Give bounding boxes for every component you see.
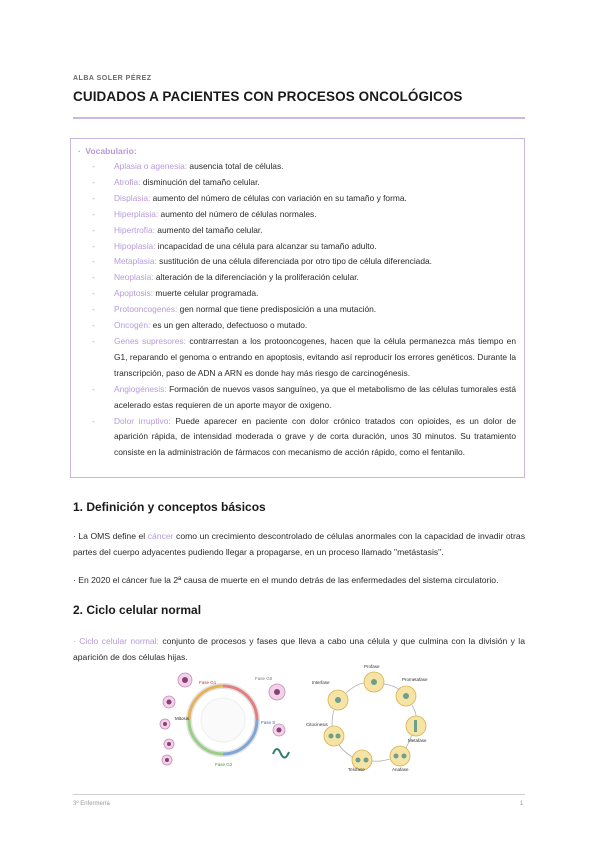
dash-bullet: - bbox=[92, 224, 95, 235]
vocabulary-term: Aplasia o agenesia: bbox=[114, 161, 188, 171]
dash-bullet: - bbox=[92, 240, 95, 251]
dash-bullet: - bbox=[92, 288, 95, 299]
bullet: · bbox=[78, 146, 81, 156]
vocabulary-item bbox=[78, 318, 516, 334]
vocabulary-item bbox=[78, 254, 516, 270]
vocabulary-term: Hipertrofia: bbox=[114, 224, 155, 235]
dash-bullet: - bbox=[92, 192, 95, 203]
phase-label: Prometafase bbox=[402, 677, 428, 682]
vocabulary-title: Vocabulario: bbox=[85, 146, 137, 156]
vocabulary-definition: Formación de nuevos vasos sanguíneo, ya que el metabolismo de las células tumorales está acelerado estas requieren de un aporte mayor de oxigeno. bbox=[114, 383, 516, 410]
dash-bullet: - bbox=[92, 415, 95, 426]
phase-label: Fase S bbox=[261, 720, 276, 725]
vocabulary-definition: alteración de la diferenciación y la proliferación celular. bbox=[153, 272, 359, 283]
vocabulary-definition: Puede aparecer en paciente con dolor crónico tratados con opioides, es un dolor de aparición rápida, de intensidad moderada o grave y de corta duración, unos 30 minutos. Su tratamiento consiste en la administración de fármacos con mecanismo de acción rápido, como el fentanilo. bbox=[114, 415, 516, 458]
footer-divider bbox=[73, 794, 525, 795]
vocabulary-item bbox=[78, 270, 516, 286]
vocabulary-item bbox=[78, 223, 516, 239]
section-2-paragraph-1 bbox=[73, 633, 525, 665]
cell-citocinesis bbox=[324, 726, 344, 746]
vocabulary-box bbox=[70, 138, 525, 478]
phase-label: Fase G2 bbox=[215, 762, 233, 767]
vocabulary-definition: es un gen alterado, defectuoso o mutado. bbox=[150, 320, 308, 331]
vocabulary-definition: gen normal que tiene predisposición a una mutación. bbox=[177, 304, 377, 315]
cell-cycle-term: · Ciclo celular normal: bbox=[73, 636, 159, 646]
mitosis-phases-diagram bbox=[304, 664, 444, 774]
text: · La OMS define el bbox=[73, 531, 148, 541]
vocabulary-term: Hipoplasia: bbox=[114, 240, 156, 251]
vocabulary-term: Neoplasia: bbox=[114, 272, 154, 283]
text: como un crecimiento descontrolado de células anormales con la capacidad de invadir otras partes del cuerpo adyacentes pudiendo llegar a propagarse, en un proceso llamado "metástasis". bbox=[73, 531, 525, 558]
phase-label: Metafase bbox=[408, 738, 427, 743]
section-1-paragraph-1 bbox=[73, 528, 525, 560]
phase-label: Fase G1 bbox=[199, 680, 217, 685]
vocabulary-item bbox=[78, 175, 516, 191]
phase-label: Citocinesis bbox=[306, 722, 328, 727]
phase-label: Anafase bbox=[392, 767, 409, 772]
vocabulary-item bbox=[78, 414, 516, 462]
vocabulary-term: Apoptosis: bbox=[114, 288, 154, 299]
phase-label: Telofase bbox=[348, 767, 365, 772]
vocabulary-definition: contrarrestan a los protooncogenes, hacen que la célula permanezca más tiempo en G1, reparando el genoma o entrando en apoptosis, evitando así reproducir los errores genéticos. Durante la transcripción, paso de ADN a ARN es donde hay más riesgo de carcinogénesis. bbox=[114, 335, 516, 378]
phase-label: Mitosis bbox=[175, 716, 190, 721]
vocabulary-definition: muerte celular programada. bbox=[153, 288, 259, 299]
document-title: CUIDADOS A PACIENTES CON PROCESOS ONCOLÓGICOS bbox=[73, 89, 463, 104]
vocabulary-term: Atrofia: bbox=[114, 176, 141, 187]
vocabulary-term: Angiogénesis: bbox=[114, 383, 167, 394]
author-name: ALBA SOLER PÉREZ bbox=[73, 75, 152, 82]
text: conjunto de procesos y fases que lleva a cabo una célula y que culmina con la división y la aparición de dos células hijas. bbox=[73, 636, 525, 663]
footer-course: 3º Enfermería bbox=[73, 801, 110, 807]
vocabulary-definition: disminución del tamaño celular. bbox=[140, 176, 260, 187]
phase-label: Fase G0 bbox=[255, 676, 273, 681]
vocabulary-term: Displasia: bbox=[114, 192, 151, 203]
vocabulary-definition: aumento del número de células normales. bbox=[158, 208, 317, 219]
dash-bullet: - bbox=[92, 256, 95, 267]
dash-bullet: - bbox=[92, 383, 95, 394]
dash-bullet: - bbox=[92, 161, 95, 171]
dash-bullet: - bbox=[92, 208, 95, 219]
vocabulary-term: Hiperplasia: bbox=[114, 208, 159, 219]
dash-bullet: - bbox=[92, 272, 95, 283]
vocabulary-term: Dolor irruptivo: bbox=[114, 415, 171, 426]
vocabulary-heading bbox=[78, 146, 516, 156]
vocabulary-item bbox=[78, 302, 516, 318]
vocabulary-definition: sustitución de una célula diferenciada por otro tipo de célula diferenciada. bbox=[156, 256, 432, 267]
section-2-heading: 2. Ciclo celular normal bbox=[73, 603, 202, 617]
cell-anafase bbox=[390, 746, 410, 766]
vocabulary-item bbox=[78, 239, 516, 255]
vocabulary-item bbox=[78, 207, 516, 223]
vocabulary-item bbox=[78, 382, 516, 414]
vocabulary-item bbox=[78, 191, 516, 207]
vocabulary-term: Genes supresores: bbox=[114, 335, 186, 346]
vocabulary-definition: incapacidad de una célula para alcanzar su tamaño adulto. bbox=[155, 240, 377, 251]
cancer-term: cáncer bbox=[147, 531, 174, 541]
vocabulary-item bbox=[78, 286, 516, 302]
phase-label: Interfase bbox=[312, 680, 330, 685]
vocabulary-item bbox=[78, 334, 516, 382]
vocabulary-term: Oncogén: bbox=[114, 320, 151, 331]
section-1-paragraph-2: · En 2020 el cáncer fue la 2ª causa de muerte en el mundo detrás de las enfermedades del sistema circulatorio. bbox=[73, 575, 499, 585]
vocabulary-list bbox=[78, 159, 516, 461]
dash-bullet: - bbox=[92, 335, 95, 346]
page-number: 1 bbox=[520, 801, 524, 807]
phase-label: Profase bbox=[364, 664, 380, 669]
cell-cycle-diagram bbox=[155, 668, 297, 774]
vocabulary-definition: ausencia total de células. bbox=[187, 161, 284, 171]
vocabulary-item bbox=[78, 159, 516, 175]
dash-bullet: - bbox=[92, 176, 95, 187]
dash-bullet: - bbox=[92, 320, 95, 331]
vocabulary-definition: aumento del tamaño celular. bbox=[154, 224, 263, 235]
dash-bullet: - bbox=[92, 304, 95, 315]
section-1-heading: 1. Definición y conceptos básicos bbox=[73, 500, 266, 514]
vocabulary-term: Metaplasia: bbox=[114, 256, 157, 267]
vocabulary-term: Protooncogenes: bbox=[114, 304, 178, 315]
title-divider bbox=[73, 117, 525, 119]
vocabulary-definition: aumento del número de células con variación en su tamaño y forma. bbox=[150, 192, 407, 203]
